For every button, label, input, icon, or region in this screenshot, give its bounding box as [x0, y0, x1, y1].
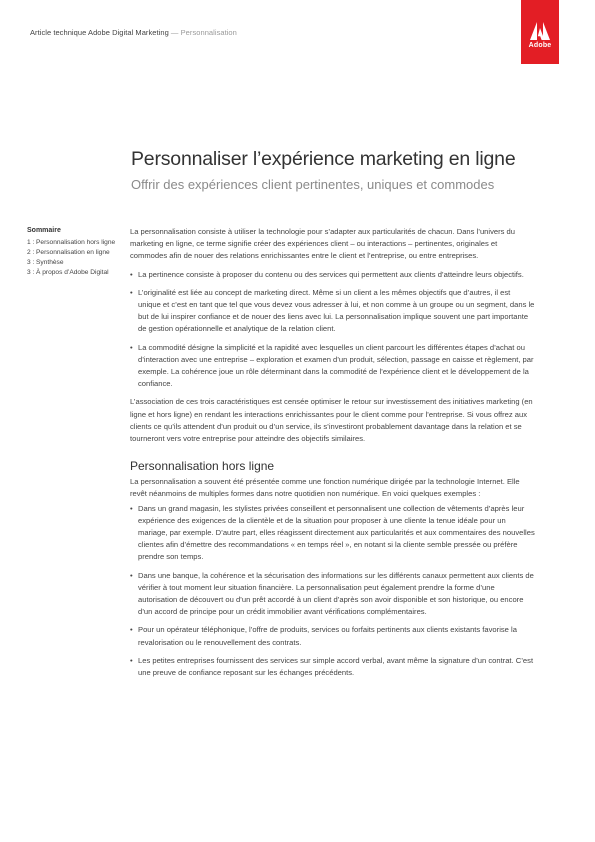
intro-bullet-list: [130, 269, 535, 391]
list-item: • Pour un opérateur téléphonique, l’offre de produits, services ou forfaits pertinents aux clients existants favorise la revalorisation ou le renouvellement des contrats.: [130, 624, 535, 648]
article-body: [130, 226, 535, 685]
running-header: [30, 28, 237, 37]
adobe-logo: [521, 0, 559, 64]
toc-item[interactable]: [27, 239, 127, 247]
toc-item[interactable]: [27, 249, 127, 257]
list-item: • Dans une banque, la cohérence et la sécurisation des informations sur les différents canaux permettent aux clients de vérifier à tout moment leur situation financière. La personnalisation peut également prendre la forme d’une autorisation de découvert ou d’un prêt accordé à un client d’après son avoir disponible et son historique, ou encore d’un accord de principe pour un crédit immobilier avant vérifications complémentaires.: [130, 570, 535, 619]
section-heading: Personnalisation hors ligne: [130, 459, 275, 474]
list-item: • La commodité désigne la simplicité et la rapidité avec lesquelles un client parcourt les différentes étapes d’achat ou d’interaction avec une entreprise – exploration et examen d’un produit, sélection, passage en caisse et règlement, par exemple. La cohérence joue un rôle déterminant dans la commodité de l’expérience client et le développement de la confiance.: [130, 342, 535, 391]
page-title: Personnaliser l’expérience marketing en ligne: [131, 148, 516, 170]
toc-number: 3 :: [27, 269, 35, 276]
toc-label: À propos d’Adobe Digital: [36, 269, 109, 276]
list-item: • Dans un grand magasin, les stylistes privées conseillent et personnalisent une collection de vêtements d’après leur expérience des exigences de la clientèle et de la situation pour proposer à une cliente la tenue idéale pour un mariage, par exemple. D’autre part, elles réagissent directement aux particularités et aux commentaires des nouvelles clientes afin d’émettre des recommandations « en temps réel », en notant si la cliente semble pressée ou préfère prendre son temps.: [130, 503, 535, 564]
list-item: • La pertinence consiste à proposer du contenu ou des services qui permettent aux clients d’atteindre leurs objectifs.: [130, 269, 535, 281]
toc-number: 3 :: [27, 259, 35, 266]
toc-item[interactable]: [27, 259, 127, 267]
toc-title: Sommaire: [27, 227, 61, 234]
toc-label: Personnalisation en ligne: [36, 249, 110, 256]
toc-label: Personnalisation hors ligne: [36, 239, 116, 246]
adobe-a-icon: [530, 22, 550, 40]
header-separator: —: [168, 28, 181, 37]
toc-label: Synthèse: [36, 259, 64, 266]
header-section: Personnalisation: [180, 28, 237, 37]
toc-item[interactable]: [27, 269, 127, 277]
adobe-wordmark: Adobe: [528, 42, 552, 49]
page-subtitle: Offrir des expériences client pertinentes, uniques et commodes: [131, 177, 495, 192]
list-item: • Les petites entreprises fournissent des services sur simple accord verbal, avant même la signature d’un contrat. C’est une preuve de confiance reposant sur les échanges précédents.: [130, 655, 535, 679]
list-item: • L’originalité est liée au concept de marketing direct. Même si un client a les mêmes objectifs que d’autres, il est unique et c’est en tant que tel que vous devez vous adresser à lui, et non comme à un groupe ou un segment, dans le but de lui inspirer confiance et de nouer des liens avec lui. La personnalisation implique souvent une part importante de gestion opérationnelle et analytique de la relation client.: [130, 287, 535, 336]
toc-number: 1 :: [27, 239, 35, 246]
section-bullet-list: [130, 503, 535, 680]
section-paragraph: La personnalisation a souvent été présentée comme une fonction numérique dirigée par la technologie Internet. Elle revêt néanmoins de multiples formes dans notre quotidien non numérique. En voici quelques exemples :: [130, 477, 520, 499]
intro-conclusion-paragraph: L’association de ces trois caractéristiques est censée optimiser le retour sur investissement des initiatives marketing (en ligne et hors ligne) en rendant les interactions enrichissantes pour le client comme pour l’entreprise. Si vous offrez aux clients ce qu’ils attendent d’un produit ou d’un service, ils s’investiront probablement davantage dans la relation et se tourneront vers votre entreprise pour atteindre des objectifs similaires.: [130, 397, 533, 444]
header-doc-type: Article technique Adobe Digital Marketing: [30, 28, 169, 37]
table-of-contents: [27, 227, 127, 279]
intro-paragraph: La personnalisation consiste à utiliser la technologie pour s’adapter aux particularités de chacun. Dans l’univers du marketing en ligne, ce terme signifie créer des expériences client – ou interactions – pertinentes, originales et commodes afin de nouer des relations enrichissantes entre le client et l’entreprise, ou entre entreprises.: [130, 227, 515, 261]
toc-number: 2 :: [27, 249, 35, 256]
